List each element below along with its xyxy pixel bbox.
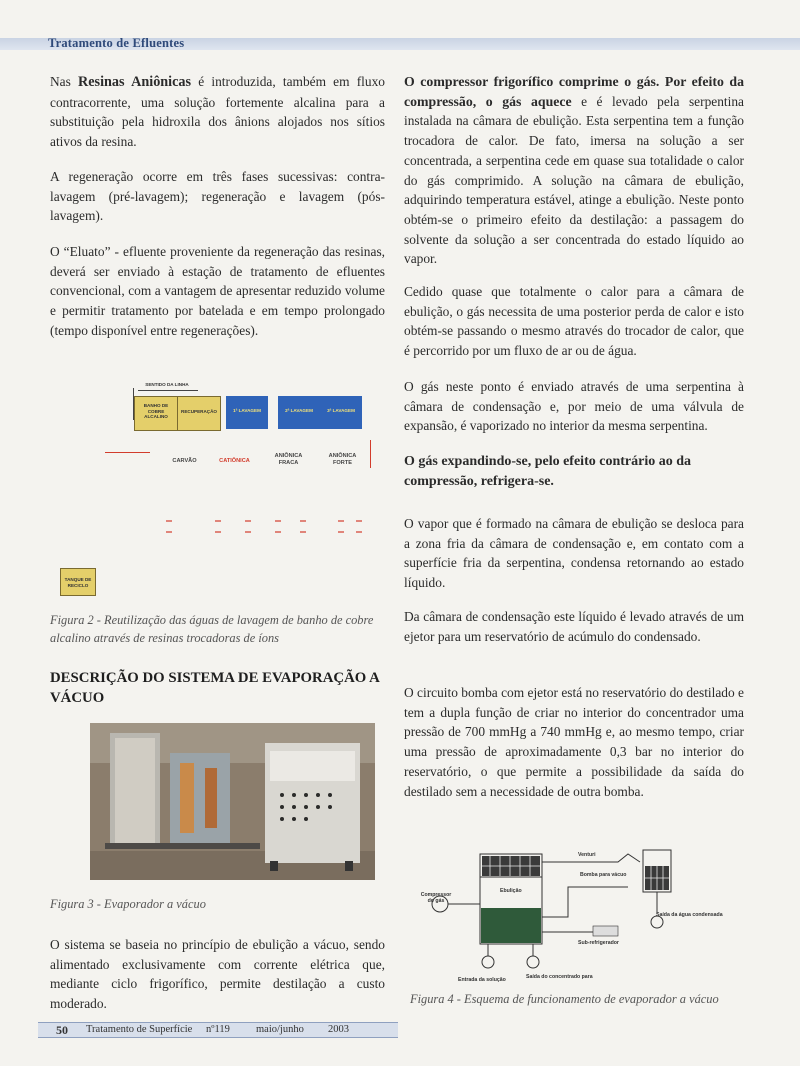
pipe-line [105,452,150,453]
compressor-label: Compressor do gás [420,892,452,904]
tank-reciclo: TANQUE DE RECICLO [60,568,96,596]
tank-recuperacao: RECUPERAÇÃO [177,396,221,431]
sub-refrigerador-label: Sub-refrigerador [578,940,619,946]
ebulicao-label: Ebulição [500,888,522,894]
line-direction-label: SENTIDO DA LINHA [145,382,189,387]
tank-lavagem-3: 3ª LAVAGEM [320,396,362,429]
resin-anionica-fraca: ANIÔNICA FRACA [274,453,303,466]
journal-name: Tratamento de Superfície [86,1024,193,1035]
entrada-label: Entrada da solução [458,977,506,983]
resin-carvao: CARVÃO [172,458,197,464]
issue-number: nº119 [206,1024,230,1035]
running-header: Tratamento de Efluentes [48,36,185,50]
tank-lavagem-2: 2ª LAVAGEM [278,396,320,429]
left-paragraph-2: A regeneração ocorre em três fases sucessivas: contra-lavagem (pré-lavagem); regeneração e lavagem (pós-lavagem). [50,169,385,224]
issue-year: 2003 [328,1024,349,1035]
figure-4-caption: Figura 4 - Esquema de funcionamento de evaporador a vácuo [410,992,719,1006]
left-paragraph-4: O sistema se baseia no princípio de ebulição a vácuo, sendo alimentado exclusivamente com corrente elétrica que, mediante ciclo frigorífico, permite destilação a custo moderado. [50,937,385,1012]
resin-cationica: CATIÔNICA [219,458,250,464]
figure-3-photo [90,723,375,880]
left-paragraph-1: Nas Resinas Aniônicas é introduzida, também em fluxo contracorrente, uma solução fortemente alcalina para a substituição pela hidroxila dos ânions alojados nos sítios ativos da resina. [50,74,385,150]
line-direction-arrow [138,390,198,391]
pipe-line [370,440,371,468]
saida-concentrado-label: Saída do concentrado para [526,974,593,980]
tank-lavagem-1: 1ª LAVAGEM [226,396,268,429]
evaporator-image [90,723,375,880]
section-heading: DESCRIÇÃO DO SISTEMA DE EVAPORAÇÃO A VÁCUO [50,670,380,706]
figure-2-caption: Figura 2 - Reutilização das águas de lavagem de banho de cobre alcalino através de resinas trocadoras de íons [50,613,374,645]
right-paragraph-5: O vapor que é formado na câmara de ebulição se desloca para a zona fria da câmara de condensação e, em contato com a superfície fria da serpentina, condensa retornando ao estado líquido. [404,516,744,591]
tank-banho: BANHO DE COBRE ALCALINO [134,396,178,431]
right-paragraph-2: Cedido quase que totalmente o calor para a câmara de ebulição, o gás necessita de uma posterior perda de calor e isto obtém-se passando o mesmo através do trocador de calor, que é percorrido por um fluxo de ar ou de água. [404,284,744,359]
right-paragraph-7: O circuito bomba com ejetor está no reservatório do destilado e tem a dupla função de criar no interior do concentrador uma pressão de 700 mmHg a 740 mmHg e, ao mesmo tempo, criar uma pressão de aproximadamente 0,3 bar no interior do reservatório, o que permite a possibilidade da saída do destilado sem a necessidade de outra bomba. [404,685,744,799]
dashed-pipes [160,518,370,538]
saida-agua-label: Saída da água condensada [656,912,723,918]
figure-2-diagram [50,380,385,605]
right-paragraph-3: O gás neste ponto é enviado através de uma serpentina à câmara de condensação e, por meio de uma válvula de expansão, é vaporizado no interior da mesma serpentina. [404,379,744,434]
left-paragraph-3: O “Eluato” - efluente proveniente da regeneração das resinas, deverá ser enviado à estação de tratamento de efluentes convencional, com a vantagem de apresentar reduzido volume e permitir tratamento por batelada e em tempo prolongado (tempo disponível entre regenerações). [50,244,385,338]
page-number: 50 [56,1023,68,1037]
right-paragraph-6: Da câmara de condensação este líquido é levado através de um ejetor para um reservatório de acúmulo do condensado. [404,609,744,644]
resin-anionica-forte: ANIÔNICA FORTE [328,453,357,466]
right-paragraph-bold: O gás expandindo-se, pelo efeito contrário ao da compressão, refrigera-se. [404,454,691,489]
figure-4-diagram [418,832,758,992]
venturi-label: Venturi [578,852,596,858]
right-paragraph-1: O compressor frigorífico comprime o gás. Por efeito da compressão, o gás aquece e é levado pela serpentina instalada na câmara de ebulição. Esta serpentina tem a função trocadora de calor. De fato, imersa na solução a ser concentrada, a serpentina cede em quase sua totalidade o calor do gás comprimido. A solução na câmara de ebulição, adquirindo temperatura estável, atinge a ebulição. Neste ponto obtém-se o primeiro efeito da destilação: a passagem do solvente da solução a ser concentrada do estado líquido ao vapor. [404,74,744,267]
bomba-vacuo-label: Bomba para vácuo [580,872,627,878]
issue-months: maio/junho [256,1024,304,1035]
figure-3-caption: Figura 3 - Evaporador a vácuo [50,897,206,911]
page-footer [38,1022,398,1038]
